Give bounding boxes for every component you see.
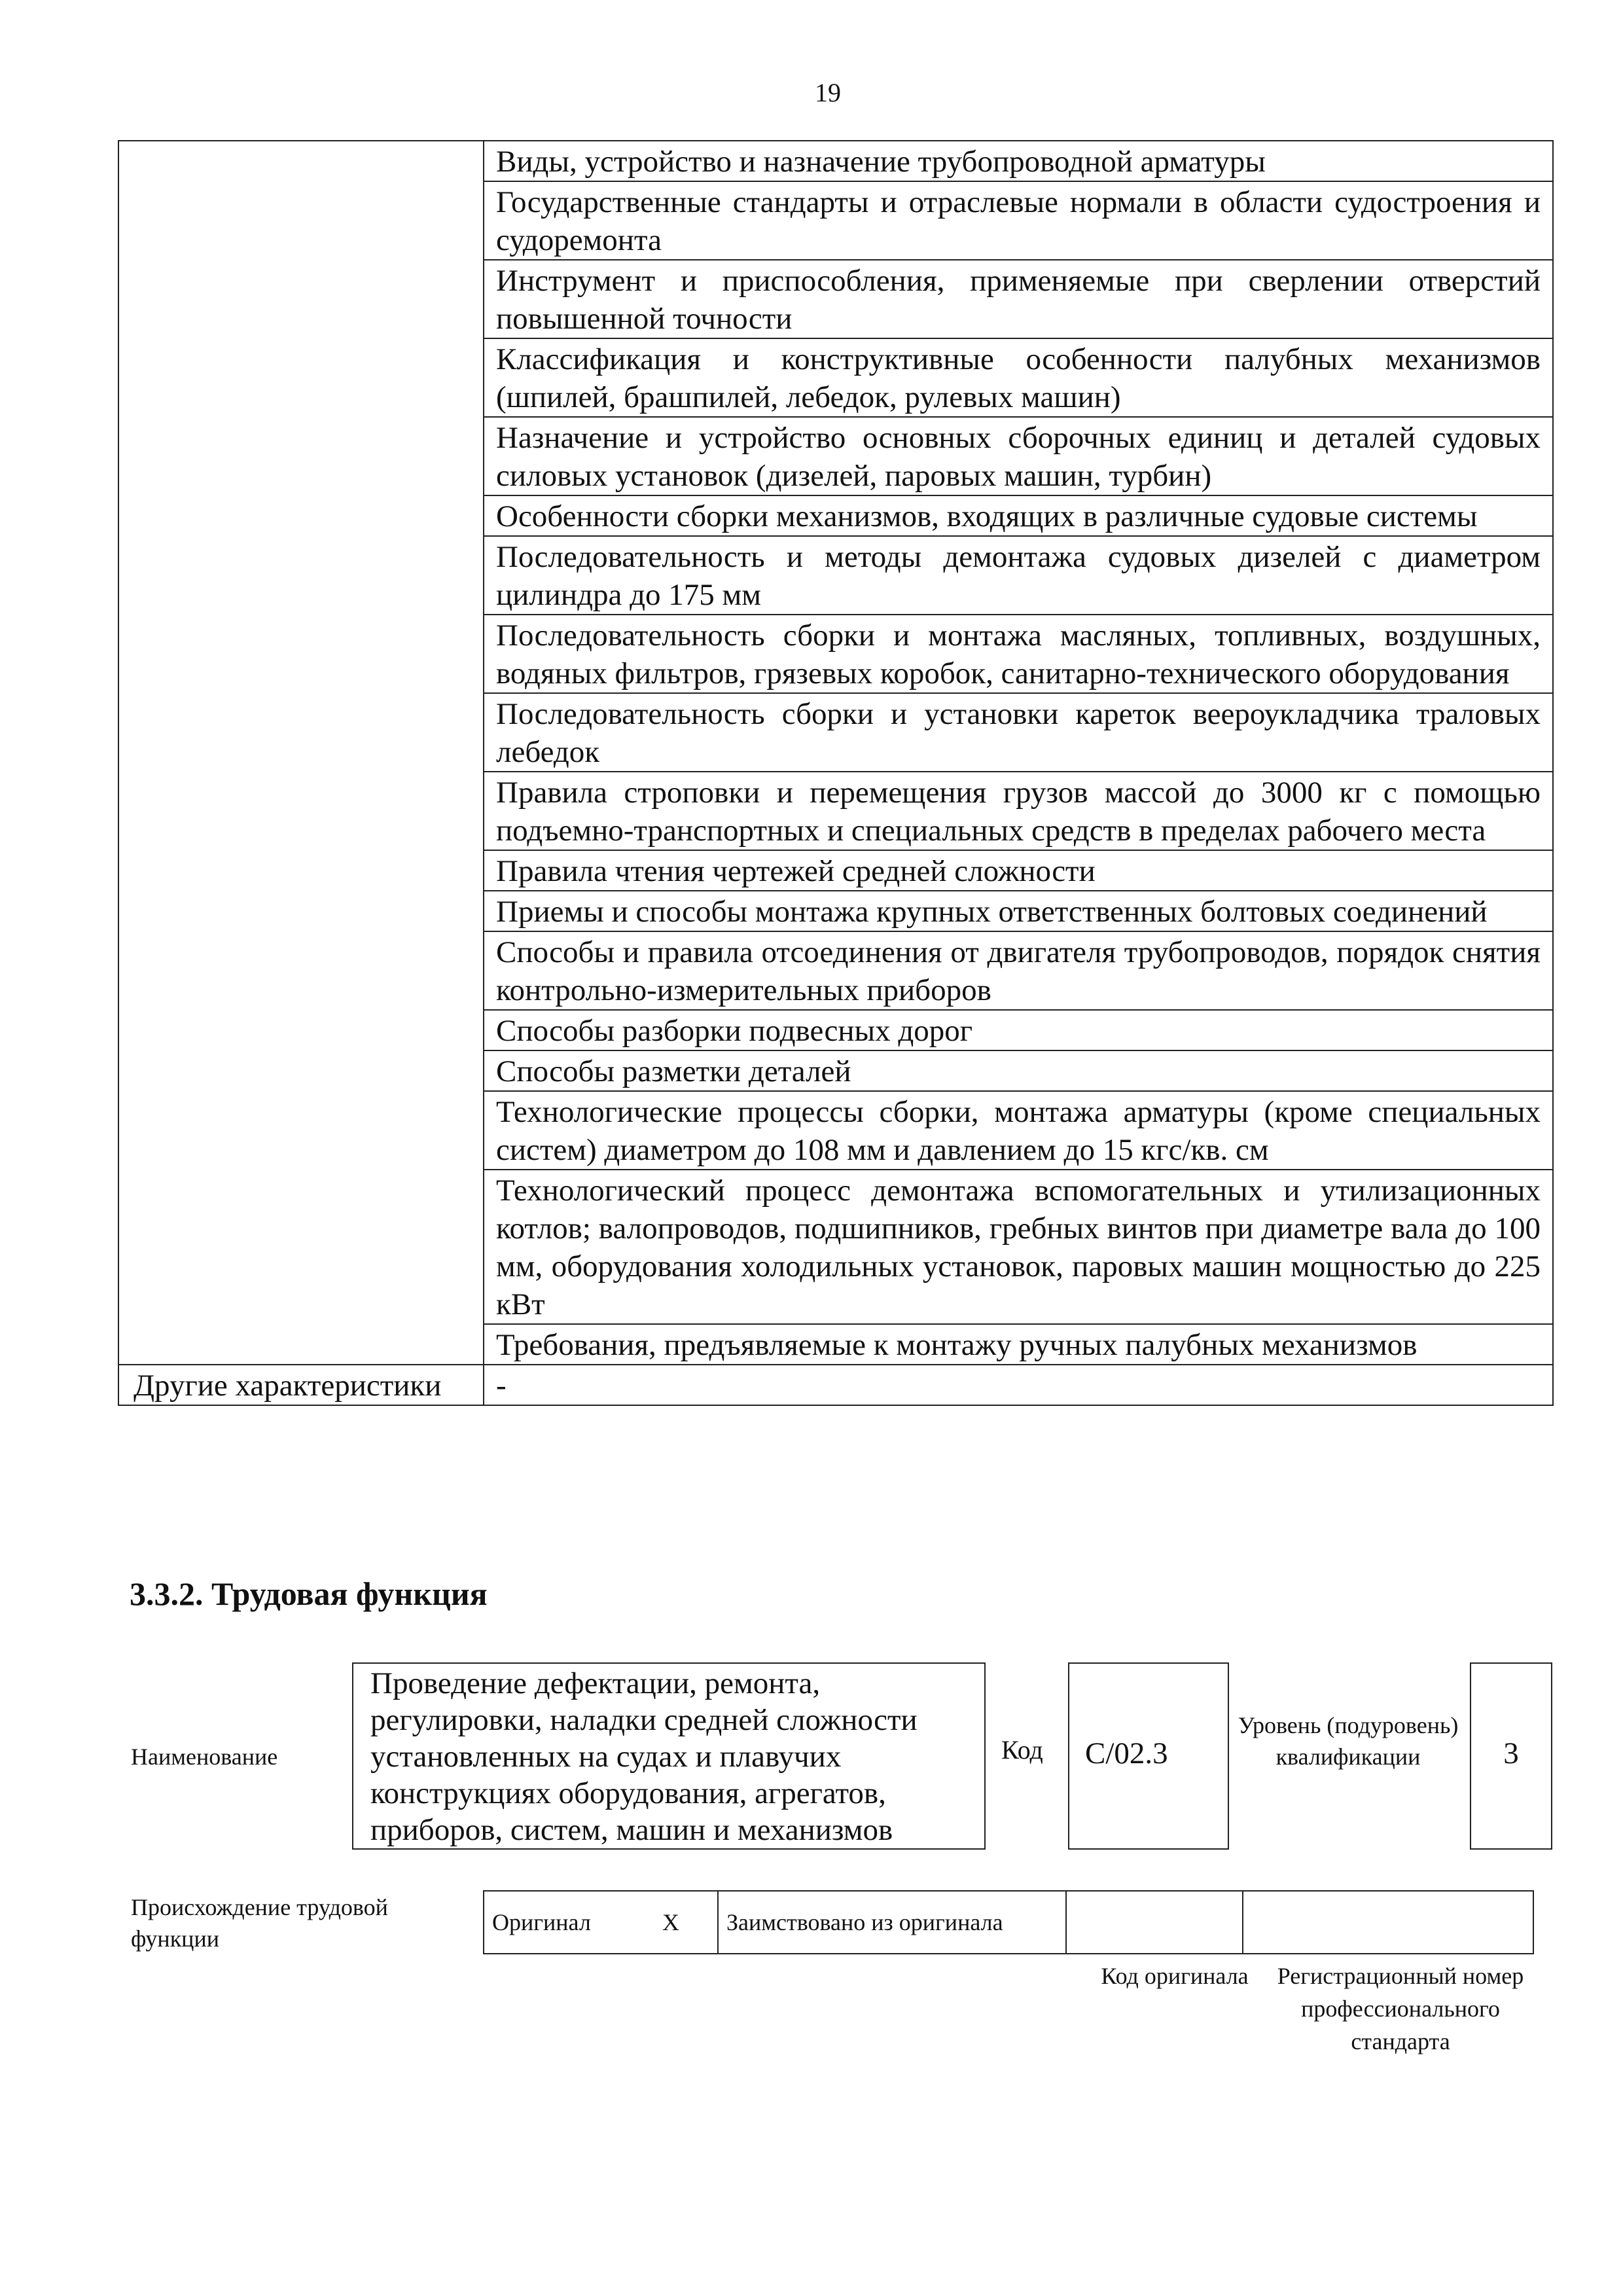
knowledge-item: Правила чтения чертежей средней сложности (484, 850, 1553, 891)
section-title: 3.3.2. Трудовая функция (130, 1575, 488, 1612)
knowledge-item: Последовательность сборки и монтажа масляных, топливных, воздушных, водяных фильтров, грязевых коробок, санитарно-технического оборудования (484, 615, 1553, 693)
knowledge-item: Правила строповки и перемещения грузов массой до 3000 кг с помощью подъемно-транспортных и специальных средств в пределах рабочего места (484, 772, 1553, 850)
registration-number-cell (1243, 1891, 1533, 1954)
knowledge-requirements-table (118, 140, 1554, 1406)
borrowed-label: Заимствовано из оригинала (718, 1891, 1066, 1954)
function-name-box: Проведение дефектации, ремонта, регулировки, наладки средней сложности установленных на судах и плавучих конструкциях оборудования, агрегатов, приборов, систем, машин и механизмов (352, 1662, 986, 1850)
original-mark: X (654, 1891, 718, 1954)
knowledge-item: Способы разборки подвесных дорог (484, 1010, 1553, 1050)
page-number: 19 (815, 78, 841, 107)
knowledge-item: Инструмент и приспособления, применяемые при сверлении отверстий повышенной точности (484, 260, 1553, 338)
name-label: Наименование (131, 1744, 278, 1770)
knowledge-item: Приемы и способы монтажа крупных ответственных болтовых соединений (484, 891, 1553, 931)
knowledge-item: Классификация и конструктивные особенности палубных механизмов (шпилей, брашпилей, лебедок, рулевых машин) (484, 338, 1553, 417)
knowledge-item: Назначение и устройство основных сборочных единиц и деталей судовых силовых установок (дизелей, паровых машин, турбин) (484, 417, 1553, 495)
original-code-caption: Код оригинала (1101, 1963, 1249, 1989)
qualification-level-box: 3 (1470, 1662, 1552, 1850)
table-row (118, 141, 1553, 181)
qualification-level-label: Уровень (подуровень) квалификации (1238, 1712, 1459, 1770)
knowledge-item: Способы разметки деталей (484, 1050, 1553, 1091)
origin-table (483, 1890, 1534, 1954)
original-code-cell (1066, 1891, 1243, 1954)
knowledge-item: Виды, устройство и назначение трубопроводной арматуры (484, 141, 1553, 181)
knowledge-item: Последовательность сборки и установки кареток веероукладчика траловых лебедок (484, 693, 1553, 772)
original-label: Оригинал (484, 1891, 654, 1954)
knowledge-item: Технологические процессы сборки, монтажа арматуры (кроме специальных систем) диаметром до 108 мм и давлением до 15 кгс/кв. см (484, 1091, 1553, 1170)
knowledge-item: Способы и правила отсоединения от двигателя трубопроводов, порядок снятия контрольно-измерительных приборов (484, 931, 1553, 1010)
origin-label: Происхождение трудовой функции (131, 1894, 388, 1952)
knowledge-item: Требования, предъявляемые к монтажу ручных палубных механизмов (484, 1324, 1553, 1365)
knowledge-item: Последовательность и методы демонтажа судовых дизелей с диаметром цилиндра до 175 мм (484, 536, 1553, 615)
code-label: Код (1001, 1735, 1043, 1765)
code-value-box: C/02.3 (1068, 1662, 1229, 1850)
knowledge-item: Особенности сборки механизмов, входящих в различные судовые системы (484, 495, 1553, 536)
registration-number-caption: Регистрационный номер профессионального стандарта (1277, 1963, 1524, 2054)
knowledge-item: Технологический процесс демонтажа вспомогательных и утилизационных котлов; валопроводов, подшипников, гребных винтов при диаметре вала до 100 мм, оборудования холодильных установок, паровых машин мощностью до 225 кВт (484, 1170, 1553, 1324)
knowledge-item: Государственные стандарты и отраслевые нормали в области судостроения и судоремонта (484, 181, 1553, 260)
empty-label-cell (118, 141, 484, 1365)
table-row (118, 1365, 1553, 1405)
table-row (484, 1891, 1533, 1954)
other-characteristics-value: - (484, 1365, 1553, 1405)
other-characteristics-label: Другие характеристики (118, 1365, 484, 1405)
